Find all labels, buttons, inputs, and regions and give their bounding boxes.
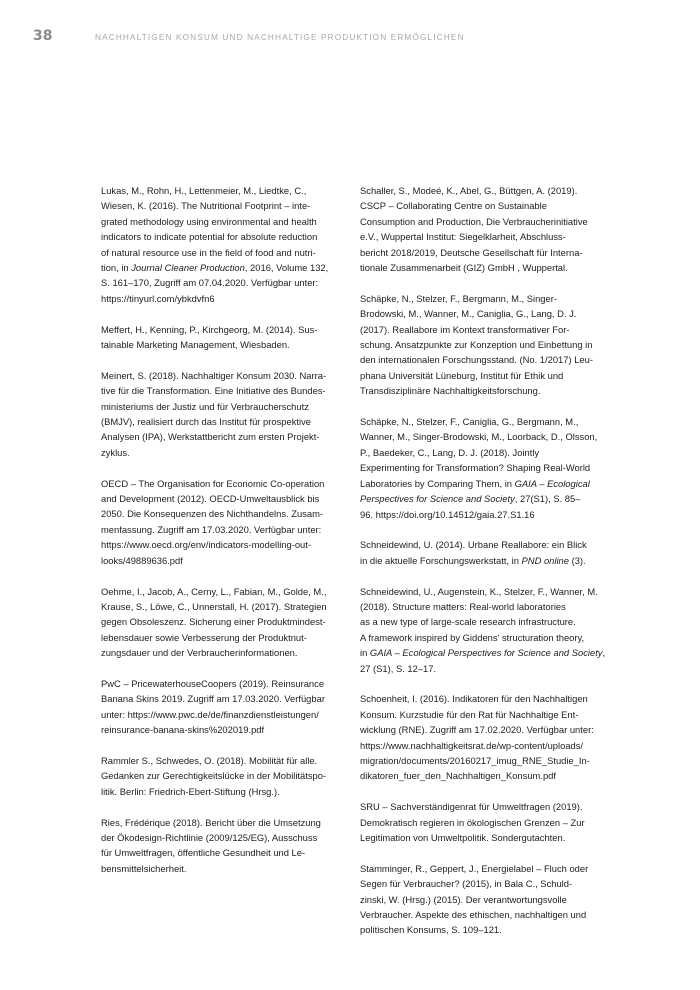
reference-entry: Meffert, H., Kenning, P., Kirchgeorg, M. (2014). Sus- tainable Marketing Management, Wiesbaden.	[101, 323, 318, 351]
reference-entry: Stamminger, R., Geppert, J., Energielabel – Fluch oder Segen für Verbraucher? (2015), in Bala C., Schuld- zinski, W. (Hrsg.) (2015). Der verantwortungsvolle Verbraucher. Aspekte des ethischen, nachhaltigen und politischen Konsums, S. 109–121.	[360, 862, 589, 936]
reference-entry: PwC – PricewaterhouseCoopers (2019). Reinsurance Banana Skins 2019. Zugriff am 17.03.2020. Verfügbar unter: https://www.pwc.de/de/finanzdienstleistungen/ reinsurance-banana-skins%202019.pdf	[101, 677, 325, 736]
page-number: 38	[33, 28, 53, 44]
reference-entry: Schäpke, N., Stelzer, F., Caniglia, G., Bergmann, M., Wanner, M., Singer-Brodowski, M., Loorback, D., Olsson, P., Baedeker, C., Lang, D. J. (2018). Jointly Experimenting for Transformation? Shaping Real-World Laboratories by Comparing Them, in GAIA – Ecological Perspectives for Science and Society, 27(S1), S. 85– 96. https://doi.org/10.14512/gaia.27.S1.16	[360, 416, 598, 520]
page-header	[33, 28, 465, 44]
running-head: NACHHALTIGEN KONSUM UND NACHHALTIGE PRODUKTION ERMÖGLICHEN	[95, 32, 465, 42]
reference-entry: Schaller, S., Modeé, K., Abel, G., Büttgen, A. (2019). CSCP – Collaborating Centre on Sustainable Consumption and Production, Die Verbraucherinitiative e.V., Wuppertal Institut: Siegelklarheit, Abschluss- bericht 2018/2019, Deutsche Gesellschaft für Interna- tionale Zusammenarbeit (GIZ) GmbH , Wuppertal.	[360, 185, 588, 274]
reference-entry: Oehme, I., Jacob, A., Cerny, L., Fabian, M., Golde, M., Krause, S., Löwe, C., Unnerstall, H. (2017). Strategien gegen Obsoleszenz. Sicherung einer Produktmindest- lebensdauer sowie Verbesserung der Produktnut- zungsdauer und der Verbraucherinformationen.	[101, 585, 327, 659]
reference-entry: Ries, Frédérique (2018). Bericht über die Umsetzung der Ökodesign-Richtlinie (2009/125/EG), Ausschuss für Umweltfragen, öffentliche Gesundheit und Le- bensmittelsicherheit.	[101, 816, 321, 874]
reference-entry: SRU – Sachverständigenrat für Umweltfragen (2019). Demokratisch regieren in ökologischen Grenzen – Zur Legitimation von Umweltpolitik. Sondergutachten.	[360, 801, 585, 843]
reference-entry: Rammler S., Schwedes, O. (2018). Mobilität für alle. Gedanken zur Gerechtigkeitslücke in der Mobilitätspo- litik. Berlin: Friedrich-Ebert-Stiftung (Hrsg.).	[101, 754, 327, 797]
reference-entry: Schneidewind, U., Augenstein, K., Stelzer, F., Wanner, M. (2018). Structure matters: Real-world laboratories as a new type of large-scale research infrastructure. A framework inspired by Giddens' structuration theory, in GAIA – Ecological Perspectives for Science and Society, 27 (S1), S. 12–17.	[360, 585, 606, 674]
reference-entry: Schneidewind, U. (2014). Urbane Reallabore: ein Blick in die aktuelle Forschungswerkstatt, in PND online (3).	[360, 539, 587, 566]
reference-entry: Meinert, S. (2018). Nachhaltiger Konsum 2030. Narra- tive für die Transformation. Eine Initiative des Bundes- ministeriums der Justiz und für Verbraucherschutz (BMJV), realisiert durch das Institut für prospektive Analysen (IPA), Werkstattbericht zum ersten Projekt- zyklus.	[101, 369, 327, 458]
reference-entry: Schoenheit, I. (2016). Indikatoren für den Nachhaltigen Konsum. Kurzstudie für den Rat für Nachhaltige Ent- wicklung (RNE). Zugriff am 17.02.2020. Verfügbar unter: https://www.nachhaltigkeitsrat.de/wp-content/uploads/ migration/documents/20160217_imug_RNE_Studie_In- dikatoren_fuer_den_Nachhaltigen_Konsum.pdf	[360, 693, 594, 782]
reference-entry: Schäpke, N., Stelzer, F., Bergmann, M., Singer- Brodowski, M., Wanner, M., Caniglia, G., Lang, D. J. (2017). Reallabore im Kontext transformativer For- schung. Ansatzpunkte zur Konzeption und Einbettung in den internationalen Forschungsstand. (No. 1/2017) Leu- phana Universität Lüneburg, Institut für Ethik und Transdisziplinäre Nachhaltigkeitsforschung.	[360, 292, 593, 397]
reference-entry: Lukas, M., Rohn, H., Lettenmeier, M., Liedtke, C., Wiesen, K. (2016). The Nutritional Footprint – inte- grated methodology using environmental and health indicators to indicate potential for absolute reduction of natural resource use in the field of food and nutri- tion, in Journal Cleaner Production, 2016, Volume 132, S. 161–170, Zugriff am 07.04.2020. Verfügbar unter: https://tinyurl.com/ybkdvfn6	[101, 185, 329, 304]
reference-entry: OECD – The Organisation for Economic Co-operation and Development (2012). OECD-Umweltausblick bis 2050. Die Konsequenzen des Nichthandelns. Zusam- menfassung. Zugriff am 17.03.2020. Verfügbar unter: https://www.oecd.org/env/indicators-modelling-out- looks/49889636.pdf	[101, 477, 325, 566]
references-column-right	[360, 183, 608, 953]
references-column-left	[101, 183, 349, 892]
